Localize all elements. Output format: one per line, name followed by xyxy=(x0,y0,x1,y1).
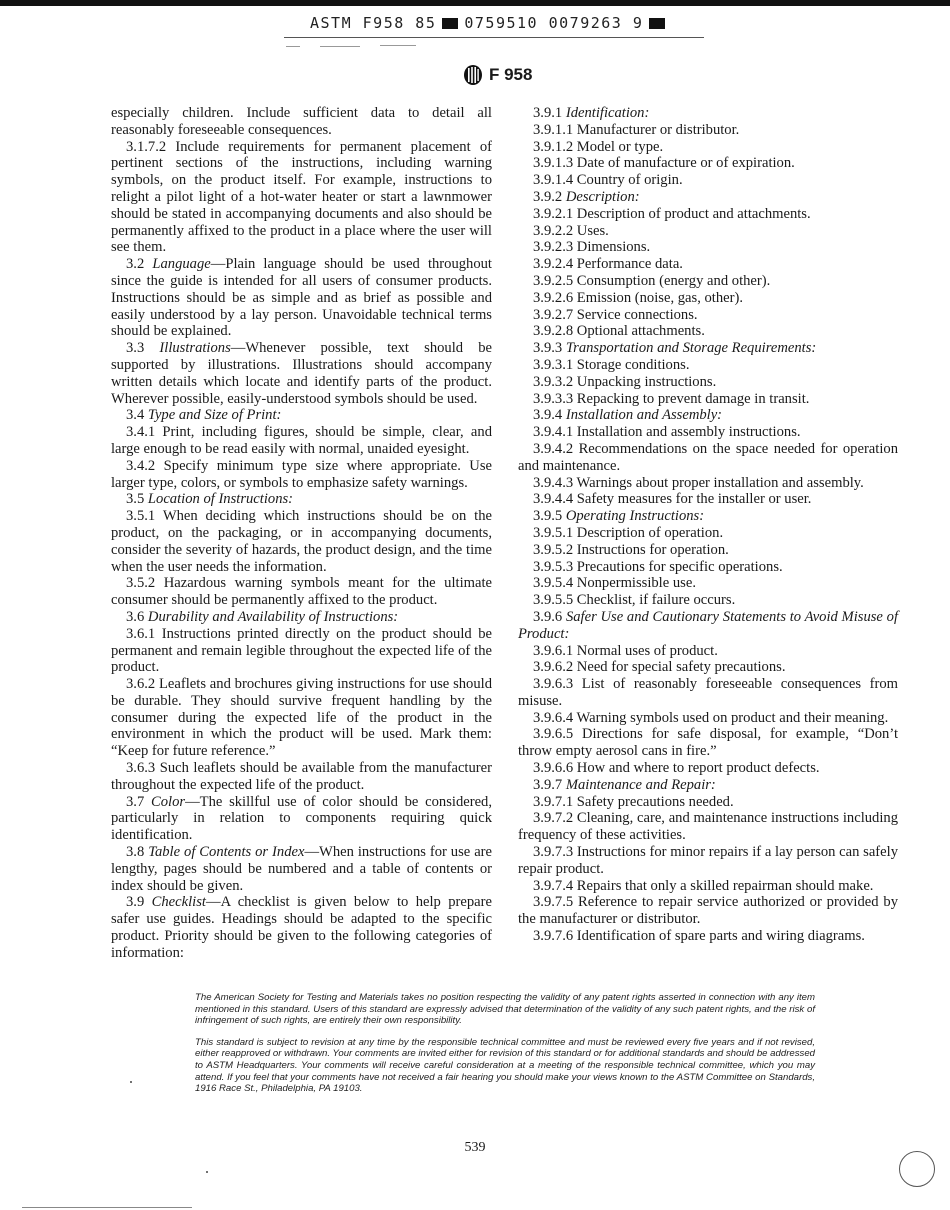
section-text: Safety measures for the installer or user. xyxy=(576,491,812,508)
section-number: 3.4.2 xyxy=(126,457,156,474)
section-text: Manufacturer or distributor. xyxy=(576,121,740,138)
section-number: 3.9.7.5 xyxy=(533,894,574,911)
punch-hole-mark xyxy=(899,1151,935,1187)
section-text: When deciding which instructions should be on the product, on the packaging, or in accompanying documents, consider the severity of hazards, the product design, and the time when the user needs the information. xyxy=(111,508,492,575)
section-number: 3.9.2.1 xyxy=(533,205,574,222)
section-heading: Illustrations xyxy=(159,340,231,357)
section-number: 3.4 xyxy=(126,407,145,424)
section-text: Reference to repair service authorized or provided by the manufacturer or distributor. xyxy=(518,894,899,928)
paragraph xyxy=(518,290,898,307)
section-number: 3.9.2.8 xyxy=(533,323,574,340)
section-text: especially children. Include sufficient data to detail all reasonably foreseeable consequences. xyxy=(111,105,492,138)
paragraph xyxy=(111,676,492,760)
paragraph xyxy=(518,659,898,676)
section-text: List of reasonably foreseeable consequences from misuse. xyxy=(518,676,898,709)
section-text: Warning symbols used on product and their meaning. xyxy=(576,709,889,726)
paragraph xyxy=(111,424,492,458)
section-number: 3.9.6.6 xyxy=(533,760,574,777)
section-number: 3.9.3.2 xyxy=(533,373,574,390)
section-number: 3.9.7 xyxy=(533,776,563,793)
section-number: 3.9.7.2 xyxy=(533,810,574,827)
section-heading: Maintenance and Repair: xyxy=(565,776,716,793)
section-text: Normal uses of product. xyxy=(576,642,718,659)
paragraph xyxy=(518,726,898,760)
section-number: 3.8 xyxy=(126,844,145,861)
section-number: 3.2 xyxy=(126,256,145,273)
footer-rule xyxy=(22,1207,192,1208)
section-number: 3.9.7.1 xyxy=(533,793,574,810)
section-number: 3.9.4 xyxy=(533,407,563,424)
section-number: 3.9.6 xyxy=(533,608,563,625)
section-text: Date of manufacture or of expiration. xyxy=(576,155,795,172)
section-text: Model or type. xyxy=(576,138,664,155)
section-number: 3.9.5.1 xyxy=(533,524,574,541)
section-number: 3.9.5.4 xyxy=(533,575,574,592)
section-number: 3.9.2.3 xyxy=(533,239,574,256)
section-heading: Operating Instructions: xyxy=(565,508,705,525)
section-number: 3.9.6.3 xyxy=(533,676,574,693)
section-text: Instructions for minor repairs if a lay person can safely repair product. xyxy=(518,844,898,877)
paragraph xyxy=(518,760,898,777)
paragraph xyxy=(111,508,492,575)
scan-code-mid: 0759510 0079263 xyxy=(464,14,623,32)
paragraph xyxy=(518,189,898,206)
paragraph xyxy=(111,458,492,492)
section-heading: Identification: xyxy=(565,105,650,121)
paragraph xyxy=(518,928,898,945)
paragraph xyxy=(518,542,898,559)
section-number: 3.9.4.2 xyxy=(533,440,574,457)
paragraph xyxy=(518,508,898,525)
section-number: 3.9.7.4 xyxy=(533,877,574,894)
section-number: 3.6.3 xyxy=(126,760,156,777)
section-number: 3.7 xyxy=(126,793,145,810)
patent-notice: The American Society for Testing and Materials takes no position respecting the validity of any patent rights asserted in connection with any item mentioned in this standard. Users of this standard are expressly advised that determination of the validity of any such patent rights, and the risk of infringement of such rights, are entirely their own responsibility. xyxy=(195,992,815,1027)
section-text: Description of product and attachments. xyxy=(576,205,811,222)
section-text: Whenever possible, text should be supported by illustrations. Illustrations should accompany written details which locate and identify parts of the product. Wherever possible, easily-understood symbols should be used. xyxy=(111,340,492,407)
section-text: Nonpermissible use. xyxy=(576,575,696,592)
section-number: 3.9.1.4 xyxy=(533,172,574,189)
section-text: Leaflets and brochures giving instructions for use should be durable. They should survive frequent handling by the consumer during the expected life of the product in the environment in which the product will be used. Mark them: “Keep for future reference.” xyxy=(111,676,493,760)
scan-block-mark xyxy=(649,18,665,29)
section-text: Instructions printed directly on the product should be permanent and remain legible throughout the expected life of the product. xyxy=(111,625,492,676)
section-text: Repairs that only a skilled repairman should make. xyxy=(576,877,874,894)
section-number: 3.6.1 xyxy=(126,625,156,642)
section-heading: Type and Size of Print: xyxy=(147,407,282,424)
paragraph xyxy=(518,794,898,811)
section-text: Recommendations on the space needed for operation and maintenance. xyxy=(518,440,898,474)
section-heading: Location of Instructions: xyxy=(147,491,294,508)
heading-separator: — xyxy=(185,793,200,810)
section-number: 3.9 xyxy=(126,894,145,911)
paragraph xyxy=(111,894,492,961)
scan-top-border xyxy=(0,0,950,6)
section-number: 3.9.2.6 xyxy=(533,289,574,306)
paragraph xyxy=(111,256,492,340)
paragraph xyxy=(518,609,898,643)
section-number: 3.9.6.4 xyxy=(533,709,574,726)
paragraph xyxy=(518,307,898,324)
section-text: Specify minimum type size where appropriate. Use larger type, colors, or symbols to emphasize safety warnings. xyxy=(111,457,492,491)
section-heading: Color xyxy=(151,793,186,810)
section-number: 3.9.4.3 xyxy=(533,474,574,491)
paragraph xyxy=(111,340,492,407)
paragraph xyxy=(518,424,898,441)
section-text: Directions for safe disposal, for example, “Don’t throw empty aerosol cans in fire.” xyxy=(518,726,898,760)
section-text: Precautions for specific operations. xyxy=(576,558,783,575)
paragraph xyxy=(111,491,492,508)
paragraph xyxy=(518,239,898,256)
section-text: How and where to report product defects. xyxy=(576,760,820,777)
section-number: 3.9.2.5 xyxy=(533,272,574,289)
section-number: 3.5.1 xyxy=(126,508,156,525)
section-number: 3.9.1.2 xyxy=(533,138,574,155)
paragraph xyxy=(518,323,898,340)
section-text: Identification of spare parts and wiring diagrams. xyxy=(576,928,865,945)
section-number: 3.9.2 xyxy=(533,188,563,205)
section-heading: Installation and Assembly: xyxy=(565,407,723,424)
section-heading: Transportation and Storage Requirements: xyxy=(565,340,817,357)
heading-separator: — xyxy=(210,256,226,273)
section-number: 3.4.1 xyxy=(126,424,156,441)
paragraph xyxy=(518,374,898,391)
section-number: 3.9.2.2 xyxy=(533,222,574,239)
section-text: Safety precautions needed. xyxy=(576,793,734,810)
section-heading: Table of Contents or Index xyxy=(148,844,305,861)
section-heading: Safer Use and Cautionary Statements to Avoid Misuse of Product: xyxy=(518,608,898,642)
paragraph xyxy=(111,794,492,844)
paragraph xyxy=(518,643,898,660)
section-number: 3.9.3.3 xyxy=(533,390,574,407)
section-number: 3.9.7.3 xyxy=(533,844,574,861)
section-text: Description of operation. xyxy=(576,524,724,541)
section-text: Print, including figures, should be simple, clear, and large enough to be read easily with normal, unaided eyesight. xyxy=(111,424,492,457)
paragraph xyxy=(518,256,898,273)
section-text: Performance data. xyxy=(576,256,683,273)
paragraph xyxy=(111,609,492,626)
section-number: 3.9.5.3 xyxy=(533,558,574,575)
paragraph xyxy=(518,475,898,492)
section-text: Such leaflets should be available from the manufacturer throughout the expected life of the product. xyxy=(111,760,492,793)
left-text-column xyxy=(111,105,492,962)
section-number: 3.9.5.2 xyxy=(533,541,574,558)
section-text: Repacking to prevent damage in transit. xyxy=(576,390,810,407)
paragraph xyxy=(518,676,898,710)
section-number: 3.3 xyxy=(126,340,145,357)
paragraph xyxy=(518,894,898,928)
paragraph xyxy=(111,626,492,676)
section-text: Include requirements for permanent placement of pertinent sections of the instructions, including warning symbols, on the product itself. For example, instructions to relight a pilot light of a hot-water heater or start a lawnmower should be stated in accompanying documents and also should be permanently affixed to the product in a place where the user will see them. xyxy=(111,138,492,256)
section-number: 3.9.3 xyxy=(533,340,563,357)
paragraph xyxy=(518,340,898,357)
paragraph xyxy=(518,105,898,122)
section-text: Optional attachments. xyxy=(576,323,705,340)
section-number: 3.6 xyxy=(126,608,145,625)
paragraph xyxy=(518,777,898,794)
section-text: Checklist, if failure occurs. xyxy=(576,592,736,609)
section-heading: Checklist xyxy=(151,894,206,911)
section-heading: Durability and Availability of Instructions: xyxy=(147,608,399,625)
section-text: The skillful use of color should be considered, particularly in relation to components requiring quick identification. xyxy=(111,793,493,844)
header-rule xyxy=(284,37,704,38)
paragraph xyxy=(518,575,898,592)
paragraph xyxy=(111,844,492,894)
section-text: Country of origin. xyxy=(576,172,683,189)
paragraph xyxy=(518,592,898,609)
section-number: 3.1.7.2 xyxy=(126,138,167,155)
paragraph xyxy=(518,155,898,172)
section-number: 3.9.1.1 xyxy=(533,121,574,138)
section-text: Emission (noise, gas, other). xyxy=(576,289,743,306)
scan-block-mark xyxy=(442,18,458,29)
scan-speck xyxy=(320,46,360,47)
section-number: 3.9.1 xyxy=(533,105,563,121)
paragraph xyxy=(111,760,492,794)
section-text: Warnings about proper installation and assembly. xyxy=(576,474,864,491)
scan-speck xyxy=(130,1081,132,1083)
paragraph xyxy=(518,391,898,408)
section-text: Plain language should be used throughout since the guide is intended for all users of consumer products. Instructions should be as simple and as brief as possible and easily understood by a lay person. Unavoidable technical terms should be explained. xyxy=(111,256,492,340)
paragraph xyxy=(111,407,492,424)
section-number: 3.9.2.7 xyxy=(533,306,574,323)
paragraph xyxy=(518,810,898,844)
paragraph xyxy=(518,122,898,139)
section-number: 3.9.2.4 xyxy=(533,256,574,273)
section-number: 3.9.3.1 xyxy=(533,356,574,373)
scan-header-code xyxy=(310,14,671,32)
section-number: 3.9.4.1 xyxy=(533,424,574,441)
heading-separator: — xyxy=(304,844,320,861)
paragraph xyxy=(518,139,898,156)
section-heading: Language xyxy=(152,256,211,273)
paragraph xyxy=(518,172,898,189)
section-number: 3.6.2 xyxy=(126,676,156,693)
astm-logo-icon xyxy=(463,64,483,86)
scan-speck xyxy=(206,1171,208,1173)
section-number: 3.5 xyxy=(126,491,145,508)
paragraph xyxy=(518,407,898,424)
paragraph xyxy=(518,491,898,508)
section-text: Hazardous warning symbols meant for the ultimate consumer should be permanently affixed to the product. xyxy=(111,575,492,609)
paragraph xyxy=(111,139,492,257)
section-text: Storage conditions. xyxy=(576,356,690,373)
section-number: 3.9.6.2 xyxy=(533,659,574,676)
section-number: 3.9.5 xyxy=(533,508,563,525)
paragraph xyxy=(518,844,898,878)
section-text: Need for special safety precautions. xyxy=(576,659,786,676)
scan-speck xyxy=(286,46,300,47)
scan-code-right: 9 xyxy=(632,14,644,32)
section-text: Dimensions. xyxy=(576,239,651,256)
section-text: Consumption (energy and other). xyxy=(576,272,771,289)
paragraph xyxy=(111,105,492,139)
section-number: 3.9.4.4 xyxy=(533,491,574,508)
section-number: 3.9.1.3 xyxy=(533,155,574,172)
paragraph xyxy=(518,206,898,223)
section-text: Cleaning, care, and maintenance instructions including frequency of these activities. xyxy=(518,810,898,844)
paragraph xyxy=(518,559,898,576)
section-number: 3.9.6.5 xyxy=(533,726,574,743)
section-text: Installation and assembly instructions. xyxy=(576,424,801,441)
paragraph xyxy=(518,357,898,374)
section-number: 3.9.5.5 xyxy=(533,592,574,609)
paragraph xyxy=(518,710,898,727)
heading-separator: — xyxy=(205,894,221,911)
paragraph xyxy=(518,878,898,895)
designation-text: F 958 xyxy=(489,65,533,84)
section-text: Uses. xyxy=(576,222,609,239)
section-text: A checklist is given below to help prepare safer use guides. Headings should be adapted to the specific product. Priority should be given to the following categories of information: xyxy=(111,894,492,961)
scan-code-left: ASTM F958 85 xyxy=(310,14,437,32)
section-text: When instructions for use are lengthy, pages should be numbered and a table of contents or index should be given. xyxy=(111,844,493,894)
paragraph xyxy=(111,575,492,609)
paragraph xyxy=(518,441,898,475)
scan-speck xyxy=(380,45,416,46)
legal-notices xyxy=(195,992,815,1105)
section-text: Unpacking instructions. xyxy=(576,373,717,390)
page-number: 539 xyxy=(464,1140,486,1155)
section-number: 3.9.7.6 xyxy=(533,928,574,945)
heading-separator: — xyxy=(230,340,246,357)
section-number: 3.5.2 xyxy=(126,575,156,592)
document-designation xyxy=(463,64,532,86)
section-text: Instructions for operation. xyxy=(576,541,729,558)
section-number: 3.9.6.1 xyxy=(533,642,574,659)
section-text: Service connections. xyxy=(576,306,698,323)
paragraph xyxy=(518,273,898,290)
section-heading: Description: xyxy=(565,188,640,205)
paragraph xyxy=(518,223,898,240)
revision-notice: This standard is subject to revision at any time by the responsible technical committee and must be reviewed every five years and if not revised, either reapproved or withdrawn. Your comments are invited either for revision of this standard or for additional standards and should be addressed to ASTM Headquarters. Your comments will receive careful consideration at a meeting of the responsible technical committee, which you may attend. If you feel that your comments have not received a fair hearing you should make your views known to the ASTM Committee on Standards, 1916 Race St., Philadelphia, PA 19103. xyxy=(195,1036,815,1095)
paragraph xyxy=(518,525,898,542)
right-text-column xyxy=(518,105,898,945)
